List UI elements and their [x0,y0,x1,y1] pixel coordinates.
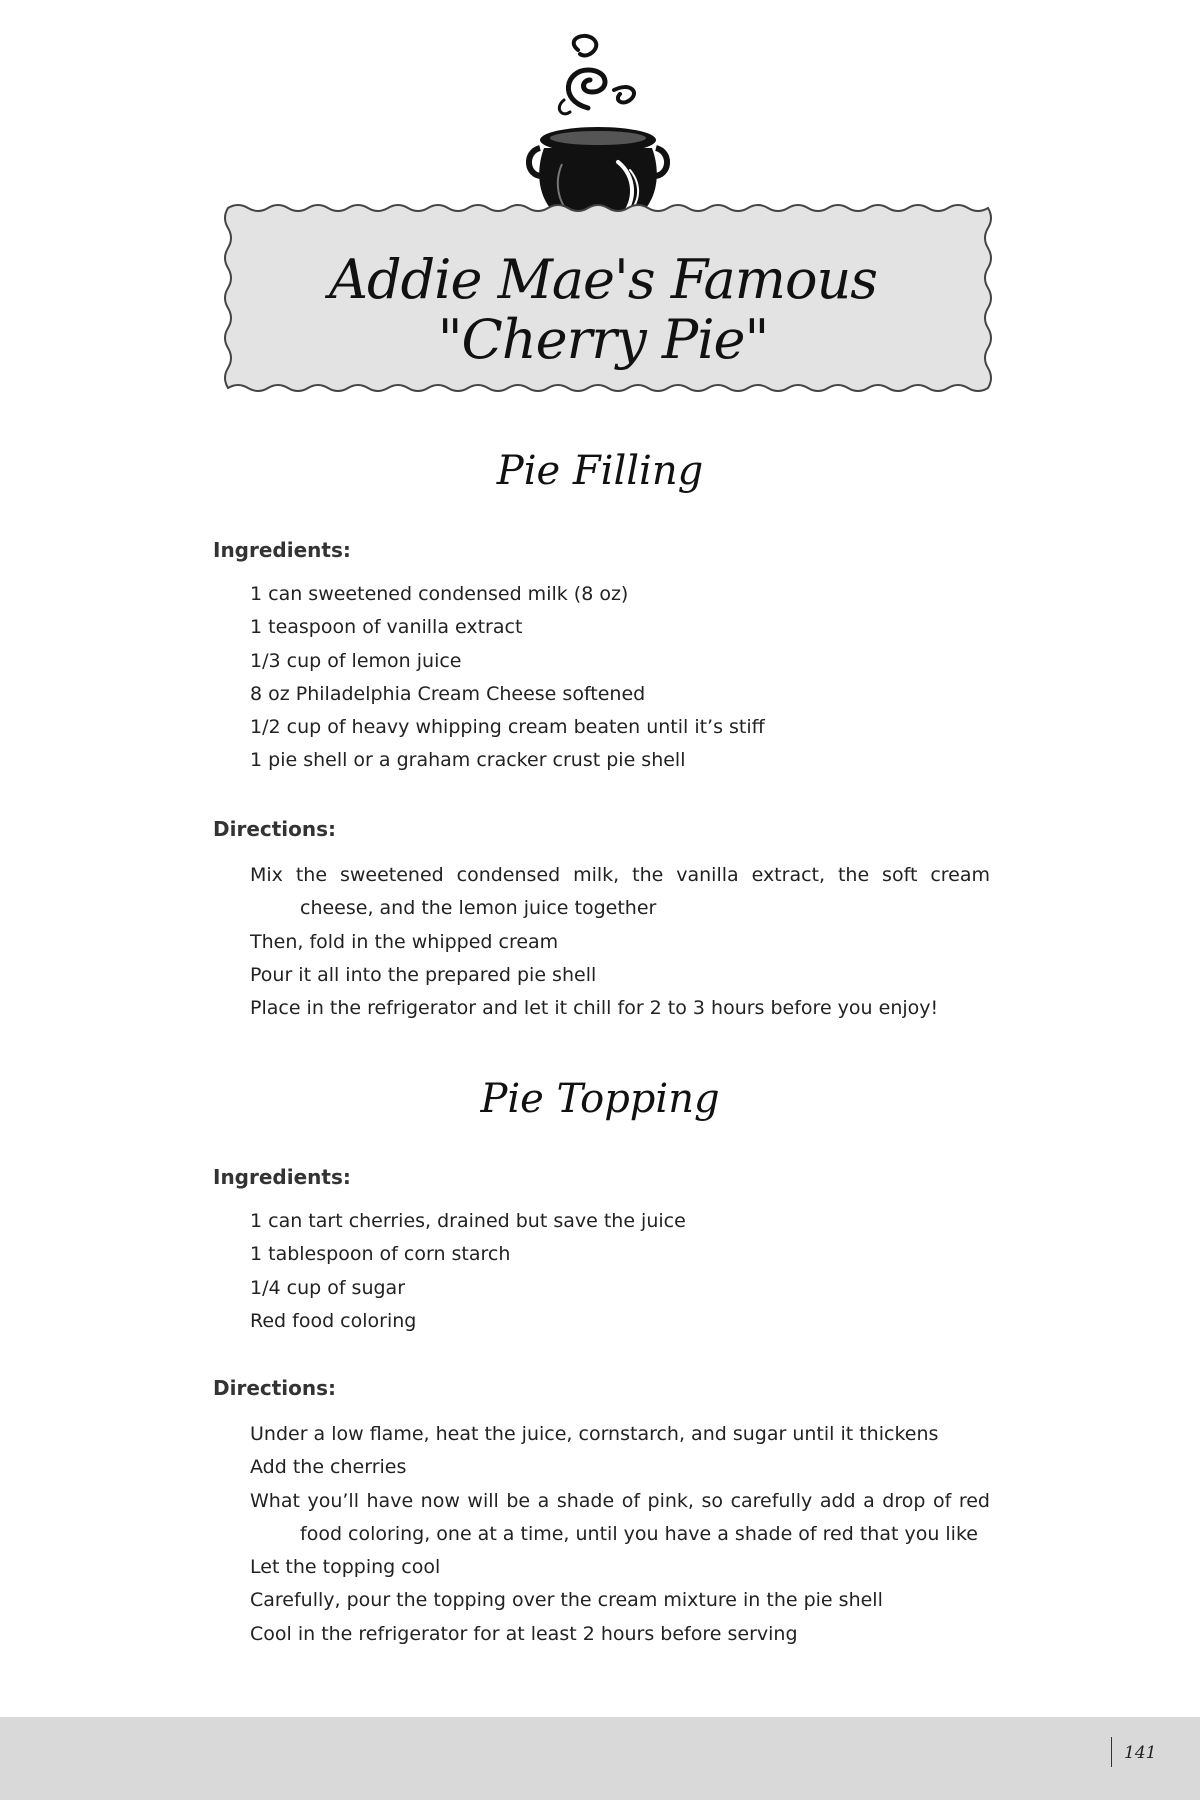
topping-directions-list [250,1418,990,1651]
list-item: 1/4 cup of sugar [250,1276,406,1299]
list-item: Under a low flame, heat the juice, cornstarch, and sugar until it thickens [250,1423,939,1445]
list-item: 1/2 cup of heavy whipping cream beaten until it’s stiff [250,716,765,739]
filling-ingredients-list [250,578,990,778]
list-item: Place in the refrigerator and let it chill for 2 to 3 hours before you enjoy! [250,997,939,1020]
list-item: Cool in the refrigerator for at least 2 hours before serving [250,1622,798,1645]
list-item: 1 can tart cherries, drained but save the juice [250,1210,686,1232]
list-item: What you’ll have now will be a shade of pink, so carefully add a drop of red food coloring, one at a time, until you have a shade of red that you like [250,1489,990,1545]
filling-ingredients-label: Ingredients: [213,538,351,562]
filling-directions-label: Directions: [213,817,337,841]
list-item: Pour it all into the prepared pie shell [250,963,597,986]
footer-divider [1111,1737,1112,1767]
section-title-pie-topping: Pie Topping [480,1076,720,1122]
recipe-title [208,250,998,370]
topping-ingredients-list [250,1205,990,1338]
filling-directions-list [250,859,990,1025]
list-item: 1 teaspoon of vanilla extract [250,616,523,639]
list-item: Mix the sweetened condensed milk, the vanilla extract, the soft cream cheese, and the lemon juice together [250,864,990,920]
list-item: 8 oz Philadelphia Cream Cheese softened [250,682,646,705]
list-item: Add the cherries [250,1456,407,1479]
list-item: 1/3 cup of lemon juice [250,649,462,672]
section-title-pie-filling: Pie Filling [496,448,704,494]
page-footer [0,1717,1200,1800]
list-item: Carefully, pour the topping over the cream mixture in the pie shell [250,1589,883,1612]
topping-ingredients-label: Ingredients: [213,1165,351,1189]
page-number: 141 [1124,1743,1157,1763]
list-item: Red food coloring [250,1309,417,1332]
list-item: Let the topping cool [250,1556,441,1579]
list-item: 1 pie shell or a graham cracker crust pie shell [250,749,686,772]
list-item: 1 can sweetened condensed milk (8 oz) [250,583,629,605]
list-item: Then, fold in the whipped cream [250,930,559,953]
recipe-title-line-2: "Cherry Pie" [437,308,769,371]
recipe-title-line-1: Addie Mae's Famous [329,248,877,311]
list-item: 1 tablespoon of corn starch [250,1243,511,1266]
topping-directions-label: Directions: [213,1376,337,1400]
